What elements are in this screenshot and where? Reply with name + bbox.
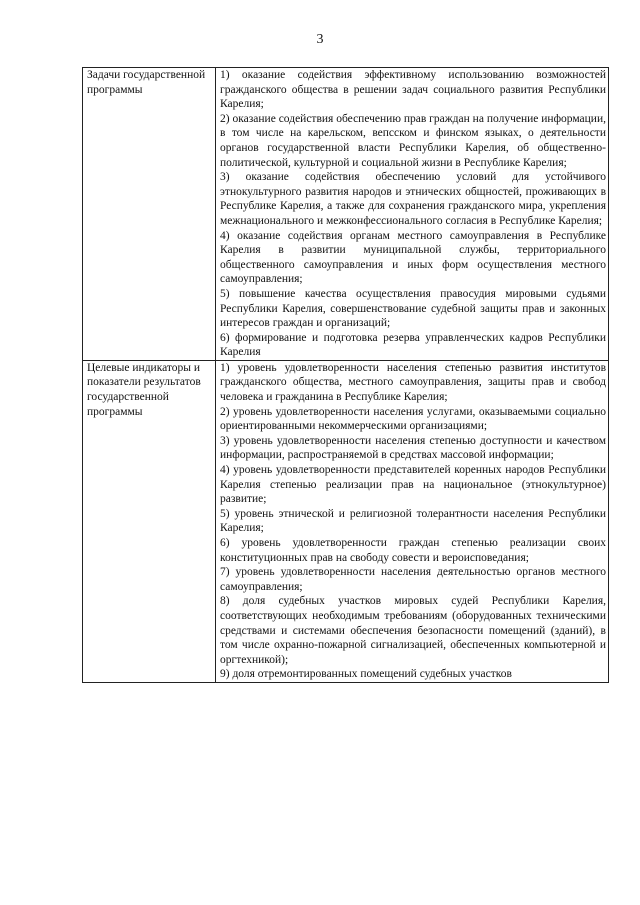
table-row-indicators <box>83 360 609 682</box>
list-item: 6) уровень удовлетворенности граждан степенью реализации своих конституционных прав на свободу совести и вероисповедания; <box>220 537 606 564</box>
list-item: 3) оказание содействия обеспечению условий для устойчивого этнокультурного развития народов и этнических общностей, проживающих в Республике Карелия, а также для сохранения гражданского мира, укрепления межнационального и межконфессионального согласия в Республике Карелия; <box>220 171 606 227</box>
list-item: 6) формирование и подготовка резерва управленческих кадров Республики Карелия <box>220 331 606 359</box>
table-row-tasks <box>83 68 609 361</box>
list-item: 1) уровень удовлетворенности населения степенью развития институтов гражданского общества, местного самоуправления, защиты прав и свобод человека и гражданина в Республике Карелия; <box>220 361 606 404</box>
page-number: 3 <box>316 32 324 47</box>
row-content-tasks <box>216 68 609 361</box>
list-item: 2) уровень удовлетворенности населения услугами, оказываемыми социально ориентированными некоммерческими организациями; <box>220 405 606 433</box>
list-item: 8) доля судебных участков мировых судей Республики Карелия, соответствующих необходимым требованиям (оборудованных техническими средствами и системами обеспечения безопасности помещений (зданий), в том числе охранно-пожарной сигнализацией, обеспеченных компьютерной и оргтехникой); <box>220 595 606 666</box>
list-item: 1) оказание содействия эффективному использованию возможностей гражданского общества в решении задач социального развития Республики Карелия; <box>220 69 606 111</box>
row-label-tasks: Задачи государственной программы <box>83 68 216 361</box>
list-item: 2) оказание содействия обеспечению прав граждан на получение информации, в том числе на карельском, вепсском и финском языках, о деятельности органов государственной власти Республики Карелия, об общественно-политической, культурной и социальной жизни в Республике Карелия; <box>220 112 606 169</box>
program-passport-table <box>82 67 609 683</box>
list-item: 4) оказание содействия органам местного самоуправления в Республике Карелия в развитии муниципальной службы, территориального общественного самоуправления и иных форм осуществления местного самоуправления; <box>220 229 606 286</box>
list-item: 5) повышение качества осуществления правосудия мировыми судьями Республики Карелия, совершенствование судебной защиты прав и законных интересов граждан и организаций; <box>220 287 606 330</box>
list-item: 4) уровень удовлетворенности представителей коренных народов Республики Карелия степенью реализации прав на национальное (этнокультурное) развитие; <box>220 464 606 506</box>
list-item: 5) уровень этнической и религиозной толерантности населения Республики Карелия; <box>220 507 606 535</box>
row-label-indicators: Целевые индикаторы и показатели результатов государственной программы <box>83 360 216 682</box>
row-content-indicators <box>216 360 609 682</box>
list-item: 3) уровень удовлетворенности населения степенью доступности и качеством информации, распространяемой в средствах массовой информации; <box>220 434 606 462</box>
list-item: 9) доля отремонтированных помещений судебных участков <box>220 668 512 681</box>
list-item: 7) уровень удовлетворенности населения деятельностью органов местного самоуправления; <box>220 566 606 593</box>
